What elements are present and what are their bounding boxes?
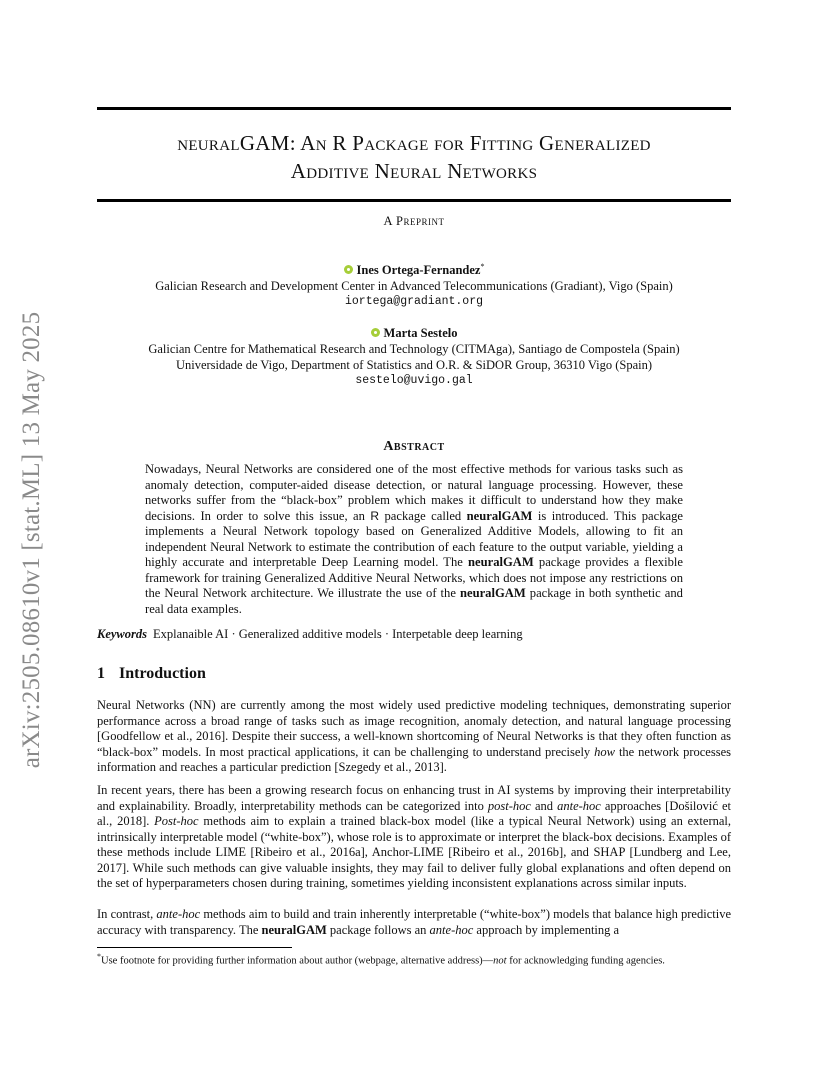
orcid-icon[interactable]	[371, 328, 380, 337]
title-top-rule	[97, 107, 731, 110]
footnote-marker: *	[97, 952, 101, 961]
section-number: 1	[97, 665, 105, 682]
author-affiliation: Galician Research and Development Center in Advanced Telecommunications (Gradiant), Vigo (Spain)	[155, 279, 673, 294]
emphasis: how	[594, 744, 615, 759]
emphasis: not	[493, 955, 507, 967]
emphasis: ante-hoc	[557, 798, 601, 813]
title-line-1: neuralGAM: An R Package for Fitting Generalized	[177, 131, 651, 155]
author-affiliation: Galician Centre for Mathematical Research and Technology (CITMAga), Santiago de Compostela (Spain)	[148, 342, 680, 356]
title-line-2: Additive Neural Networks	[290, 159, 538, 183]
section-heading	[97, 665, 206, 683]
paragraph-segment: the network processes information and reaches a particular prediction [Szegedy et al., 2013].	[97, 744, 731, 774]
abstract-segment: package called	[379, 508, 467, 523]
arxiv-identifier: arXiv:2505.08610v1 [stat.ML] 13 May 2025	[18, 311, 45, 769]
abstract-text	[145, 462, 683, 617]
intro-paragraph-3	[97, 907, 731, 938]
package-name: neuralGAM	[261, 922, 327, 937]
author-name: Ines Ortega-Fernandez	[356, 263, 481, 278]
abstract-heading: Abstract	[383, 439, 445, 454]
emphasis: ante-hoc	[156, 907, 201, 921]
keywords-line	[97, 627, 737, 642]
paragraph-segment: approaches [Došilović et al., 2018].	[97, 798, 731, 828]
intro-paragraph-2	[97, 783, 731, 892]
paragraph-segment: methods aim to build and train inherently interpretable (“white-box”) models that balance high predictive accuracy with transparency. The	[97, 907, 731, 937]
author-email[interactable]: sestelo@uvigo.gal	[355, 374, 473, 387]
paragraph-segment: In contrast,	[97, 907, 157, 921]
paper-title	[97, 129, 731, 185]
footnote-segment: Use footnote for providing further information about author (webpage, alternative address)—	[101, 955, 494, 967]
keywords-label: Keywords	[97, 627, 147, 641]
paragraph-segment: package follows an	[326, 922, 430, 937]
abstract-segment: Nowadays, Neural Networks are considered one of the most effective methods for various tasks such as anomaly detection, computer-aided disease detection, or natural language processing. However, these networks suffer from the “black-box” problem which makes it difficult to understand how they make decisions. In order to solve this issue, an	[145, 462, 683, 523]
abstract-segment: package provides a flexible framework for training Generalized Additive Neural Networks, which does not impose any restrictions on the Neural Network architecture. We illustrate the use of the	[145, 555, 683, 600]
preprint-label: A Preprint	[383, 214, 445, 228]
package-name: neuralGAM	[468, 555, 534, 569]
author-email[interactable]: iortega@gradiant.org	[344, 295, 484, 309]
abstract-segment: is introduced. This package implements a Neural Network topology based on Generalized Additive Models, allowing to fit an independent Neural Network to estimate the contribution of each feature to the output variable, yielding a highly accurate and interpretable Deep Learning model. The	[145, 508, 683, 569]
arxiv-sidebar-stamp	[8, 290, 56, 790]
paragraph-segment: methods aim to explain a trained black-box model (like a typical Neural Network) using an external, intrinsically interpretable model (“white-box”), whose role is to approximate or interpret the black-box decisions. Examples of these methods include LIME [Ribeiro et al., 2016a], Anchor-LIME [Ribeiro et al., 2016b], and SHAP [Lundberg and Lee, 2017]. While such methods can give valuable insights, they may fail to deliver fully global explanations and often depend on the set of hyperparameters chosen during training, sometimes yielding inconsistent explanations across similar inputs.	[97, 814, 731, 890]
footnote	[97, 950, 731, 969]
r-logo: R	[370, 508, 380, 523]
footnote-segment: for acknowledging funding agencies.	[506, 955, 665, 967]
package-name: neuralGAM	[466, 508, 533, 523]
orcid-icon[interactable]	[344, 265, 353, 274]
paragraph-segment: approach by implementing a	[473, 922, 620, 937]
author-name: Marta Sestelo	[383, 326, 458, 340]
footnote-rule	[97, 947, 292, 948]
keywords-text: Explanaible AI · Generalized additive models · Interpetable deep learning	[153, 627, 523, 641]
author-block-2	[97, 325, 731, 389]
paragraph-segment: and	[530, 798, 558, 813]
emphasis: ante-hoc	[429, 922, 474, 937]
author-affiliation: Universidade de Vigo, Department of Statistics and O.R. & SiDOR Group, 36310 Vigo (Spain)	[175, 358, 653, 372]
paragraph-segment: Neural Networks (NN) are currently among the most widely used predictive modeling techniques, demonstrating superior performance across a broad range of tasks such as image recognition, anomaly detection, and natural language processing [Goodfellow et al., 2016]. Despite their success, a well-known shortcoming of Neural Networks is that they often function as “black-box” models. In most practical applications, it can be challenging to understand precisely	[97, 698, 731, 759]
abstract-segment: package in both synthetic and real data examples.	[145, 586, 683, 616]
author-block-1	[97, 259, 731, 310]
title-bottom-rule	[97, 199, 731, 202]
package-name: neuralGAM	[459, 586, 526, 600]
section-title: Introduction	[119, 665, 206, 682]
emphasis: Post-hoc	[154, 814, 199, 828]
paragraph-segment: In recent years, there has been a growing research focus on enhancing trust in AI systems by improving their interpretability and explainability. Broadly, interpretability methods can be categorized into	[97, 783, 731, 813]
emphasis: post-hoc	[487, 798, 531, 813]
intro-paragraph-1	[97, 698, 731, 776]
author-footnote-marker: *	[480, 262, 485, 271]
